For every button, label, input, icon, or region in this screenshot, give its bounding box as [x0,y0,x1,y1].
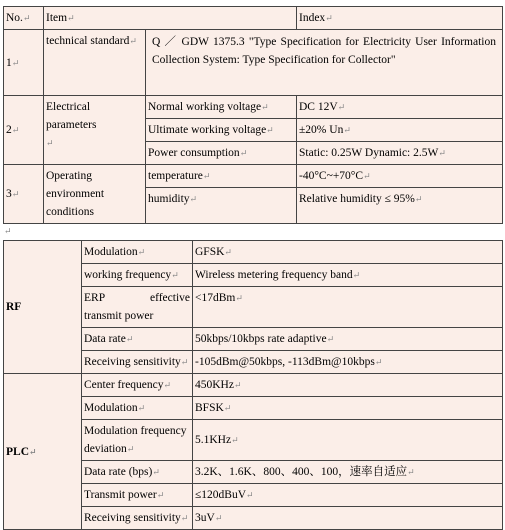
return-mark: ↵ [152,467,160,477]
param-value [193,241,503,264]
item-cell [44,30,146,96]
param-value [193,484,503,507]
param-name [82,287,193,328]
item-cell [44,96,146,165]
param-name [82,461,193,484]
return-mark: ↵ [224,247,232,257]
return-mark: ↵ [126,444,135,454]
return-mark: ↵ [235,293,243,303]
return-mark: ↵ [4,226,12,236]
return-mark: ↵ [363,171,371,181]
return-mark: ↵ [261,102,269,112]
param-name-text: working frequency [84,269,172,281]
return-mark: ↵ [337,102,346,112]
param-value-text: Static: 0.25W Dynamic: 2.5W [299,147,439,159]
param-value-text: GFSK [195,246,225,258]
param-name-text: transmit power [84,310,154,322]
param-value [193,328,503,351]
param-name [146,119,297,142]
return-mark: ↵ [202,171,211,181]
return-mark: ↵ [11,57,20,68]
param-name-text: effective [149,292,190,304]
param-name [146,188,297,224]
group-label-text: PLC [6,445,29,458]
param-name [146,165,297,188]
param-name [82,374,193,397]
param-value [297,165,503,188]
param-value [193,287,503,328]
return-mark: ↵ [67,13,75,23]
spec-table [3,6,503,224]
param-value [193,461,503,484]
param-name [82,397,193,420]
return-mark: ↵ [46,138,54,148]
param-name-text: Data rate [84,333,126,345]
return-mark: ↵ [29,446,37,457]
row-number-text: 3 [6,188,12,200]
param-name [82,264,193,287]
group-label-rf [4,241,82,374]
return-mark: ↵ [343,125,351,135]
return-mark: ↵ [163,380,172,390]
param-name-text: Transmit power [84,489,157,501]
return-mark: ↵ [246,490,254,500]
radio-spec-table [3,240,503,530]
param-value-text: -105dBm@50kbps, -113dBm@10kbps [195,356,375,368]
return-mark: ↵ [189,194,198,204]
param-name-text: Data rate (bps) [84,466,153,478]
param-name [82,351,193,374]
return-mark: ↵ [156,490,165,500]
return-mark: ↵ [414,194,423,204]
param-value-text: Relative humidity ≤ 95% [299,193,415,205]
param-name [146,142,297,165]
param-name [146,96,297,119]
param-name-text: ERP [84,292,106,304]
row-number [4,30,44,96]
param-name-text: Center frequency [84,379,164,391]
param-value [193,264,503,287]
standard-text: Q ／ GDW 1375.3 "Type Specification for Electricity User Information Collection System: Type Specification for Collector" [152,36,496,66]
param-name-text: humidity [148,193,190,205]
param-value [193,420,503,461]
header-item [44,7,297,30]
param-value-text: 3uV [195,512,215,524]
row-number-text: 2 [6,124,12,136]
param-value-text: -40°C~+70°C [299,170,364,182]
return-mark: ↵ [326,334,335,344]
return-mark: ↵ [22,13,31,23]
param-value [193,374,503,397]
param-value-text: DC 12V [299,101,338,113]
param-name [82,420,193,461]
erp-line [84,289,190,307]
return-mark: ↵ [171,270,179,280]
item-text: technical standard [46,35,130,47]
param-value-text: 5.1KHz [195,434,232,446]
header-index [297,7,503,30]
return-mark: ↵ [223,403,232,413]
param-name-text: Receiving sensitivity [84,356,181,368]
item-text: Operating environment conditions [46,170,105,218]
table-row [4,30,503,96]
param-name-text: Power consumption [148,147,240,159]
param-value-text: Wireless metering frequency band [195,269,353,281]
param-name-text: Normal working voltage [148,101,262,113]
param-value [193,351,503,374]
param-value [297,188,503,224]
return-mark: ↵ [11,125,20,135]
return-mark: ↵ [407,467,415,477]
header-index-text: Index [299,12,326,24]
param-value [297,142,503,165]
return-mark: ↵ [374,357,383,367]
row-number [4,165,44,224]
param-name-text: Receiving sensitivity [84,512,181,524]
param-value-text: ≤120dBuV [195,489,247,501]
return-mark: ↵ [239,148,248,158]
table-header-row [4,7,503,30]
param-value-text: 3.2K、1.6K、800、400、100，速率自适应 [195,466,408,478]
param-name [82,241,193,264]
param-value-text: BFSK [195,402,224,414]
return-mark: ↵ [266,125,274,135]
return-mark: ↵ [180,513,189,523]
param-name-text: temperature [148,170,203,182]
return-mark: ↵ [180,357,189,367]
param-name-text: Modulation frequency deviation [84,425,187,455]
param-name-text: Modulation [84,246,138,258]
return-mark: ↵ [137,403,146,413]
table-row [4,374,503,397]
item-cell [44,165,146,224]
param-name-text: Ultimate working voltage [148,124,267,136]
param-value-text: ±20% Un [299,124,344,136]
return-mark: ↵ [325,13,333,23]
header-no [4,7,44,30]
return-mark: ↵ [438,148,446,158]
standard-cell [146,30,503,96]
param-value [297,96,503,119]
group-label-text: RF [6,301,22,313]
table-row [4,165,503,188]
return-mark: ↵ [231,435,239,445]
param-name [82,484,193,507]
header-item-text: Item [46,12,68,24]
param-value-text: 450KHz [195,379,234,391]
table-row [4,241,503,264]
row-number [4,96,44,165]
table-row [4,96,503,119]
row-number-text: 1 [6,56,12,69]
group-label-plc [4,374,82,530]
item-text: Electrical parameters [46,101,97,131]
return-mark: ↵ [129,36,137,46]
return-mark: ↵ [125,334,134,344]
return-mark: ↵ [214,513,223,523]
param-value-text: <17dBm [195,292,236,304]
param-value [297,119,503,142]
return-mark: ↵ [352,270,361,280]
header-no-text: No. [6,12,23,24]
param-name-text: Modulation [84,402,138,414]
return-mark: ↵ [137,247,146,257]
param-value [193,397,503,420]
param-value-text: 50kbps/10kbps rate adaptive [195,333,327,345]
return-mark: ↵ [233,380,242,390]
return-mark: ↵ [11,189,20,199]
param-name [82,328,193,351]
